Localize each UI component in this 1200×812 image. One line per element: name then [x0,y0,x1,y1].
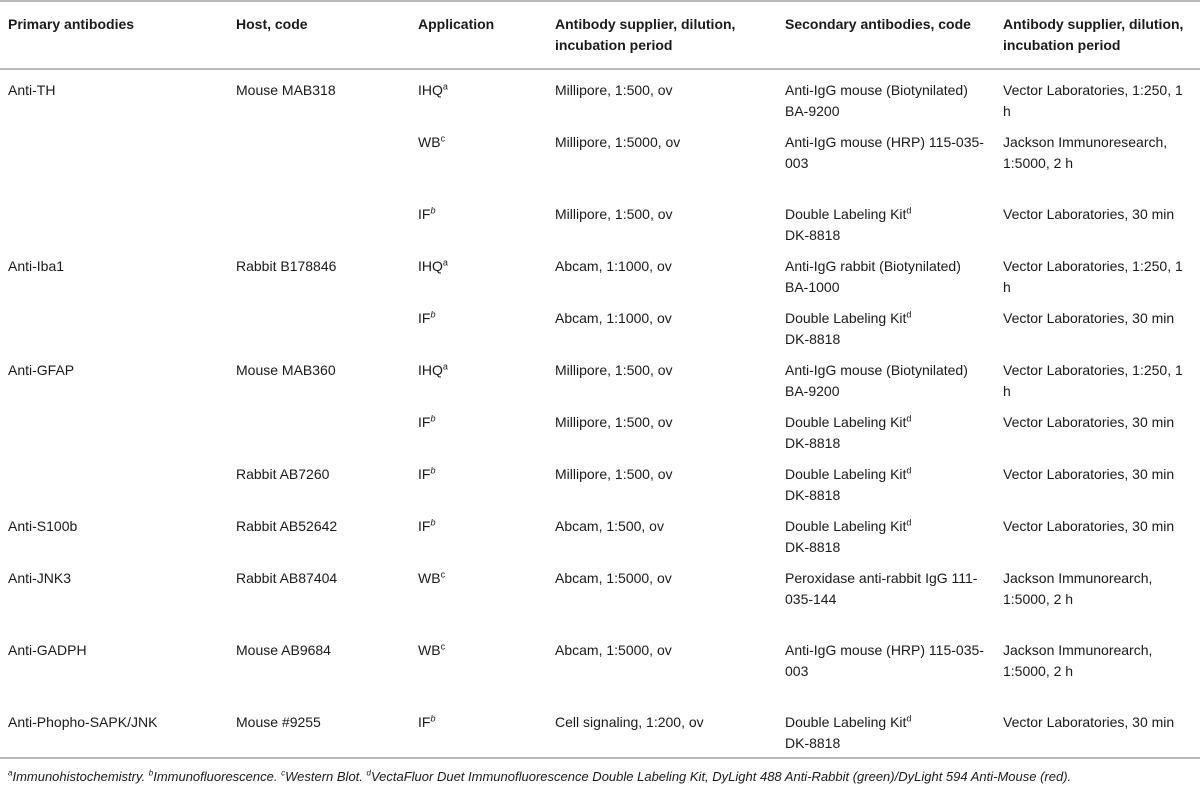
application-cell: $IF^b$ [418,413,436,430]
footnote-text: Immunohistochemistry. [12,769,149,784]
primary-antibody-cell [0,298,228,350]
secondary-antibody-cell: Double Labeling Kit$^d$ DK-8818 [785,517,912,555]
primary-antibody-cell: Anti-S100b [8,518,78,534]
table-row [0,350,1200,402]
table-row [0,630,1200,702]
table-row [0,69,1200,122]
secondary-antibody-cell: Anti-IgG mouse (HRP) 115-035-003 [785,134,984,171]
host-code-cell [228,122,410,194]
supplier-cell: Abcam, 1:5000, ov [555,570,672,586]
supplier-cell: Millipore, 1:500, ov [555,206,673,222]
host-code-cell [228,402,410,454]
host-code-cell: Mouse MAB318 [236,82,336,98]
secondary-antibody-cell: Double Labeling Kit$^d$ DK-8818 [777,702,995,758]
application-cell: $IF^b$ [410,702,547,758]
supplier-cell: Cell signaling, 1:200, ov [547,702,777,758]
secondary-supplier-cell: Vector Laboratories, 1:250, 1 h [1003,362,1183,399]
supplier-cell: Millipore, 1:500, ov [555,466,673,482]
primary-antibody-cell [0,454,228,506]
application-cell: $WB^c$ [418,641,446,658]
host-code-cell: Mouse MAB360 [236,362,336,378]
secondary-antibody-cell: Double Labeling Kit$^d$ DK-8818 [785,205,912,243]
secondary-antibody-cell: Anti-IgG rabbit (Biotynilated) BA-1000 [785,258,961,295]
supplier-cell: Millipore, 1:500, ov [555,82,673,98]
primary-antibody-cell: Anti-Phopho-SAPK/JNK [0,702,228,758]
footnote-mark: c [281,768,286,778]
primary-antibody-cell [0,122,228,194]
primary-antibody-cell: Anti-JNK3 [8,570,72,586]
application-cell: $IF^b$ [418,465,436,482]
secondary-antibody-cell: Anti-IgG mouse (HRP) 115-035-003 [785,642,984,679]
host-code-cell: Mouse AB9684 [236,642,331,658]
secondary-supplier-cell: Vector Laboratories, 30 min [995,702,1200,758]
table-row [0,558,1200,630]
secondary-antibody-cell: Double Labeling Kit$^d$ DK-8818 [785,309,912,347]
table-row [0,402,1200,454]
secondary-supplier-cell: Jackson Immunoresearch, 1:5000, 2 h [1003,134,1168,171]
supplier-cell: Abcam, 1:5000, ov [555,642,672,658]
host-code-cell: Rabbit B178846 [236,258,337,274]
host-code-cell: Rabbit AB87404 [236,570,338,586]
header-secondary: Secondary antibodies, code [777,1,995,69]
host-code-cell: Rabbit AB7260 [236,466,330,482]
footnote-mark: d [366,768,371,778]
supplier-cell: Millipore, 1:500, ov [555,414,673,430]
secondary-antibody-cell: Double Labeling Kit$^d$ DK-8818 [785,465,912,503]
header-supplier: Antibody supplier, dilution, incubation period [547,1,777,69]
header-row [0,1,1200,69]
application-cell: IHQ$^a$ [418,257,448,274]
supplier-cell: Millipore, 1:5000, ov [555,134,681,150]
host-code-cell [228,194,410,246]
secondary-antibody-cell: Double Labeling Kit$^d$ DK-8818 [785,413,912,451]
supplier-cell: Abcam, 1:500, ov [555,518,664,534]
application-cell: $IF^b$ [418,205,436,222]
table-row [0,506,1200,558]
table-body [0,69,1200,758]
table-row [0,246,1200,298]
footnote-mark: a [8,768,13,778]
header-primary: Primary antibodies [0,1,228,69]
host-code-cell: Mouse #9255 [228,702,410,758]
secondary-supplier-cell: Jackson Immunorearch, 1:5000, 2 h [1003,570,1153,607]
host-code-cell [228,298,410,350]
header-host: Host, code [228,1,410,69]
application-cell: IHQ$^a$ [418,361,448,378]
table-row [0,298,1200,350]
primary-antibody-cell [0,194,228,246]
application-cell: $IF^b$ [418,517,436,534]
supplier-cell: Abcam, 1:1000, ov [555,310,672,326]
table-row [0,122,1200,194]
secondary-supplier-cell: Vector Laboratories, 30 min [1003,310,1175,326]
footnote-mark: b [148,768,154,778]
primary-antibody-cell: Anti-TH [8,82,56,98]
primary-antibody-cell: Anti-GADPH [8,642,87,658]
application-cell: $IF^b$ [418,309,436,326]
table-row [0,194,1200,246]
secondary-antibody-cell: Anti-IgG mouse (Biotynilated) BA-9200 [785,362,968,399]
table-row [0,702,1200,758]
primary-antibody-cell: Anti-GFAP [8,362,75,378]
host-code-cell: Rabbit AB52642 [236,518,338,534]
table-footnote [8,768,1192,786]
secondary-antibody-cell: Peroxidase anti-rabbit IgG 111-035-144 [785,570,978,607]
application-cell: IHQ$^a$ [418,81,448,98]
application-cell: $WB^c$ [418,133,446,150]
application-cell: $WB^c$ [418,569,446,586]
secondary-supplier-cell: Vector Laboratories, 30 min [1003,414,1175,430]
secondary-supplier-cell: Vector Laboratories, 30 min [1003,206,1175,222]
supplier-cell: Abcam, 1:1000, ov [555,258,672,274]
footnote-text: VectaFluor Duet Immunofluorescence Double Labeling Kit, DyLight 488 Anti-Rabbit (green)/DyLight 594 Anti-Mouse (red). [370,769,1072,784]
secondary-antibody-cell: Anti-IgG mouse (Biotynilated) BA-9200 [785,82,968,119]
primary-antibody-cell: Anti-Iba1 [8,258,65,274]
footnote-text: Immunofluorescence. [153,769,282,784]
secondary-supplier-cell: Vector Laboratories, 1:250, 1 h [1003,258,1183,295]
primary-antibody-cell [0,402,228,454]
secondary-supplier-cell: Vector Laboratories, 1:250, 1 h [1003,82,1183,119]
secondary-supplier-cell: Vector Laboratories, 30 min [1003,466,1175,482]
footnote-text: Western Blot. [285,769,367,784]
secondary-supplier-cell: Vector Laboratories, 30 min [1003,518,1175,534]
table-row [0,454,1200,506]
header-supplier-secondary: Antibody supplier, dilution, incubation period [995,1,1200,69]
secondary-supplier-cell: Jackson Immunorearch, 1:5000, 2 h [1003,642,1153,679]
header-application: Application [410,1,547,69]
supplier-cell: Millipore, 1:500, ov [555,362,673,378]
